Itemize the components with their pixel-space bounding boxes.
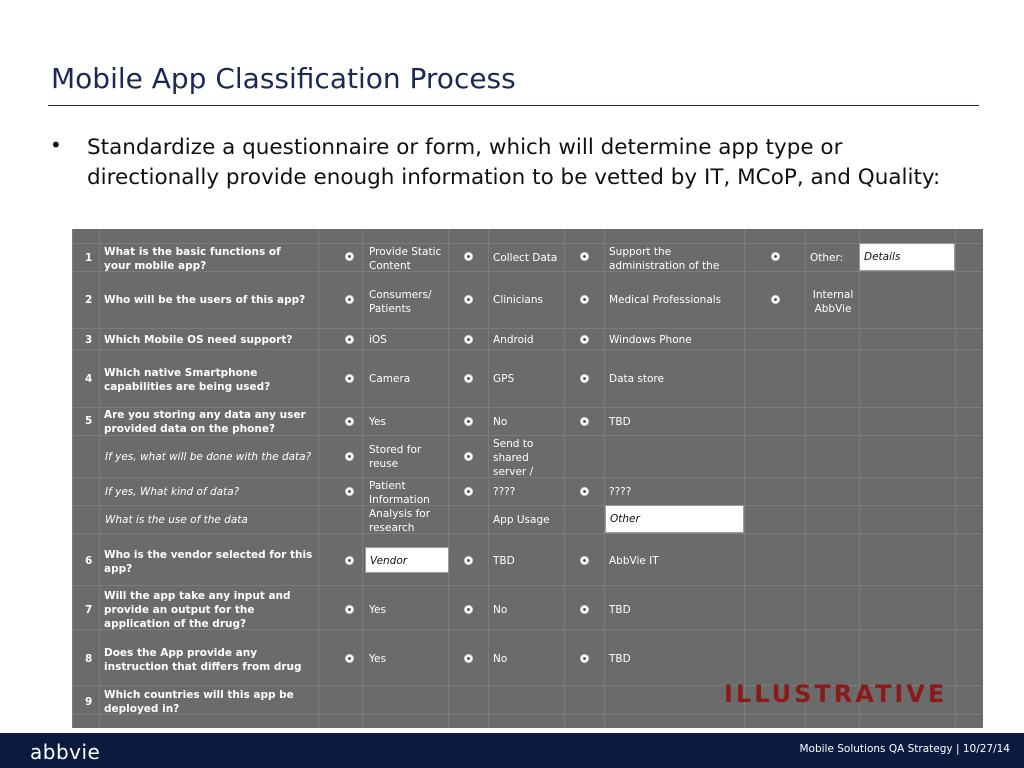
option-label: Android xyxy=(493,334,534,346)
grid-line xyxy=(955,229,956,728)
option-label: TBD xyxy=(609,604,631,616)
grid-line xyxy=(72,533,983,534)
option-label: Internal AbbVie xyxy=(812,289,854,315)
question-text: Which native Smartphone capabilities are being used? xyxy=(104,367,271,393)
radio-button[interactable] xyxy=(580,295,589,304)
question-text: Who is the vendor selected for this app? xyxy=(104,549,313,575)
radio-button[interactable] xyxy=(345,374,354,383)
bullet-icon: • xyxy=(50,133,62,157)
radio-button[interactable] xyxy=(345,252,354,261)
option-label: Yes xyxy=(369,416,386,428)
option-label: App Usage xyxy=(493,514,550,526)
question-number: 7 xyxy=(85,604,93,616)
footer-bar xyxy=(0,733,1024,768)
grid-line xyxy=(72,585,983,586)
grid-line xyxy=(805,229,806,728)
grid-line xyxy=(72,505,983,506)
option-label: TBD xyxy=(609,416,631,428)
grid-line xyxy=(488,229,489,728)
question-text: Are you storing any data any user provided data on the phone? xyxy=(104,409,306,435)
grid-line xyxy=(604,229,605,728)
grid-line xyxy=(448,229,449,728)
radio-button[interactable] xyxy=(345,335,354,344)
option-label: TBD xyxy=(493,555,515,567)
radio-button[interactable] xyxy=(345,605,354,614)
option-label: Yes xyxy=(369,604,386,616)
radio-button[interactable] xyxy=(464,252,473,261)
radio-button[interactable] xyxy=(580,654,589,663)
grid-line xyxy=(72,349,983,350)
radio-button[interactable] xyxy=(580,556,589,565)
questionnaire-form xyxy=(72,229,983,728)
option-label: Support the administration of the xyxy=(609,246,720,272)
radio-button[interactable] xyxy=(771,252,780,261)
slide-title: Mobile App Classification Process xyxy=(51,62,516,95)
title-divider xyxy=(48,105,979,106)
sub-question-text: If yes, what will be done with the data? xyxy=(105,451,312,463)
radio-button[interactable] xyxy=(771,295,780,304)
option-label: No xyxy=(493,416,508,428)
option-label: Windows Phone xyxy=(609,334,692,346)
radio-button[interactable] xyxy=(345,654,354,663)
question-text: What is the basic functions of your mobile app? xyxy=(104,246,281,272)
other-input[interactable]: Other xyxy=(605,505,744,533)
option-label: Clinicians xyxy=(493,294,543,306)
radio-button[interactable] xyxy=(345,295,354,304)
radio-button[interactable] xyxy=(464,556,473,565)
option-label: ???? xyxy=(493,486,516,498)
option-label: Send to shared server / xyxy=(493,438,534,478)
radio-button[interactable] xyxy=(580,605,589,614)
bullet-text: Standardize a questionnaire or form, which will determine app type or directionally provide enough information to be vetted by IT, MCoP, and Quality: xyxy=(87,135,941,190)
question-text: Who will be the users of this app? xyxy=(104,294,306,306)
question-number: 5 xyxy=(85,415,93,427)
question-number: 1 xyxy=(85,252,93,264)
question-number: 9 xyxy=(85,696,93,708)
option-label: iOS xyxy=(369,334,387,346)
grid-line xyxy=(564,229,565,728)
radio-button[interactable] xyxy=(464,295,473,304)
question-number: 2 xyxy=(85,294,93,306)
option-label: AbbVie IT xyxy=(609,555,659,567)
radio-button[interactable] xyxy=(345,556,354,565)
question-text: Will the app take any input and provide an output for the application of the drug? xyxy=(104,590,291,630)
option-label: Analysis for research xyxy=(369,508,431,534)
question-number: 8 xyxy=(85,653,93,665)
option-label: Patient Information xyxy=(369,480,430,506)
option-label: No xyxy=(493,604,508,616)
radio-button[interactable] xyxy=(464,605,473,614)
option-label: Stored for reuse xyxy=(369,444,422,470)
grid-line xyxy=(362,229,363,728)
option-label: Medical Professionals xyxy=(609,294,722,306)
radio-button[interactable] xyxy=(580,374,589,383)
radio-button[interactable] xyxy=(345,417,354,426)
details-input[interactable]: Details xyxy=(859,243,955,271)
radio-button[interactable] xyxy=(464,374,473,383)
radio-button[interactable] xyxy=(580,335,589,344)
option-label: Consumers/ Patients xyxy=(369,289,432,315)
option-label: Camera xyxy=(369,373,411,385)
question-number: 6 xyxy=(85,555,93,567)
vendor-input[interactable]: Vendor xyxy=(365,547,449,573)
radio-button[interactable] xyxy=(464,487,473,496)
grid-line xyxy=(744,229,745,728)
grid-line xyxy=(859,229,860,728)
radio-button[interactable] xyxy=(580,252,589,261)
question-text: Which Mobile OS need support? xyxy=(104,334,293,346)
option-label: ???? xyxy=(609,486,632,498)
option-label: Provide Static Content xyxy=(369,246,442,272)
question-text: Does the App provide any instruction that differs from drug xyxy=(104,647,302,673)
radio-button[interactable] xyxy=(464,417,473,426)
abbvie-logo: abbvie xyxy=(30,740,101,764)
radio-button[interactable] xyxy=(464,452,473,461)
grid-line xyxy=(318,229,319,728)
grid-line xyxy=(72,243,983,244)
radio-button[interactable] xyxy=(345,452,354,461)
question-number: 4 xyxy=(85,373,93,385)
question-number: 3 xyxy=(85,334,93,346)
option-label: Data store xyxy=(609,373,664,385)
radio-button[interactable] xyxy=(580,417,589,426)
sub-question-text: What is the use of the data xyxy=(105,514,248,526)
radio-button[interactable] xyxy=(464,335,473,344)
grid-line xyxy=(99,229,100,728)
radio-button[interactable] xyxy=(345,487,354,496)
option-label: Yes xyxy=(369,653,386,665)
radio-button[interactable] xyxy=(580,487,589,496)
footer-text: Mobile Solutions QA Strategy | 10/27/14 xyxy=(799,743,1010,755)
grid-line xyxy=(72,229,73,728)
radio-button[interactable] xyxy=(464,654,473,663)
grid-line xyxy=(72,328,983,329)
option-label: No xyxy=(493,653,508,665)
question-text: Which countries will this app be deployed in? xyxy=(104,689,294,715)
illustrative-watermark: ILLUSTRATIVE xyxy=(724,680,948,708)
option-label: GPS xyxy=(493,373,515,385)
option-label: Other: xyxy=(810,252,844,264)
sub-question-text: If yes, What kind of data? xyxy=(105,486,240,498)
option-label: Collect Data xyxy=(493,252,558,264)
option-label: TBD xyxy=(609,653,631,665)
